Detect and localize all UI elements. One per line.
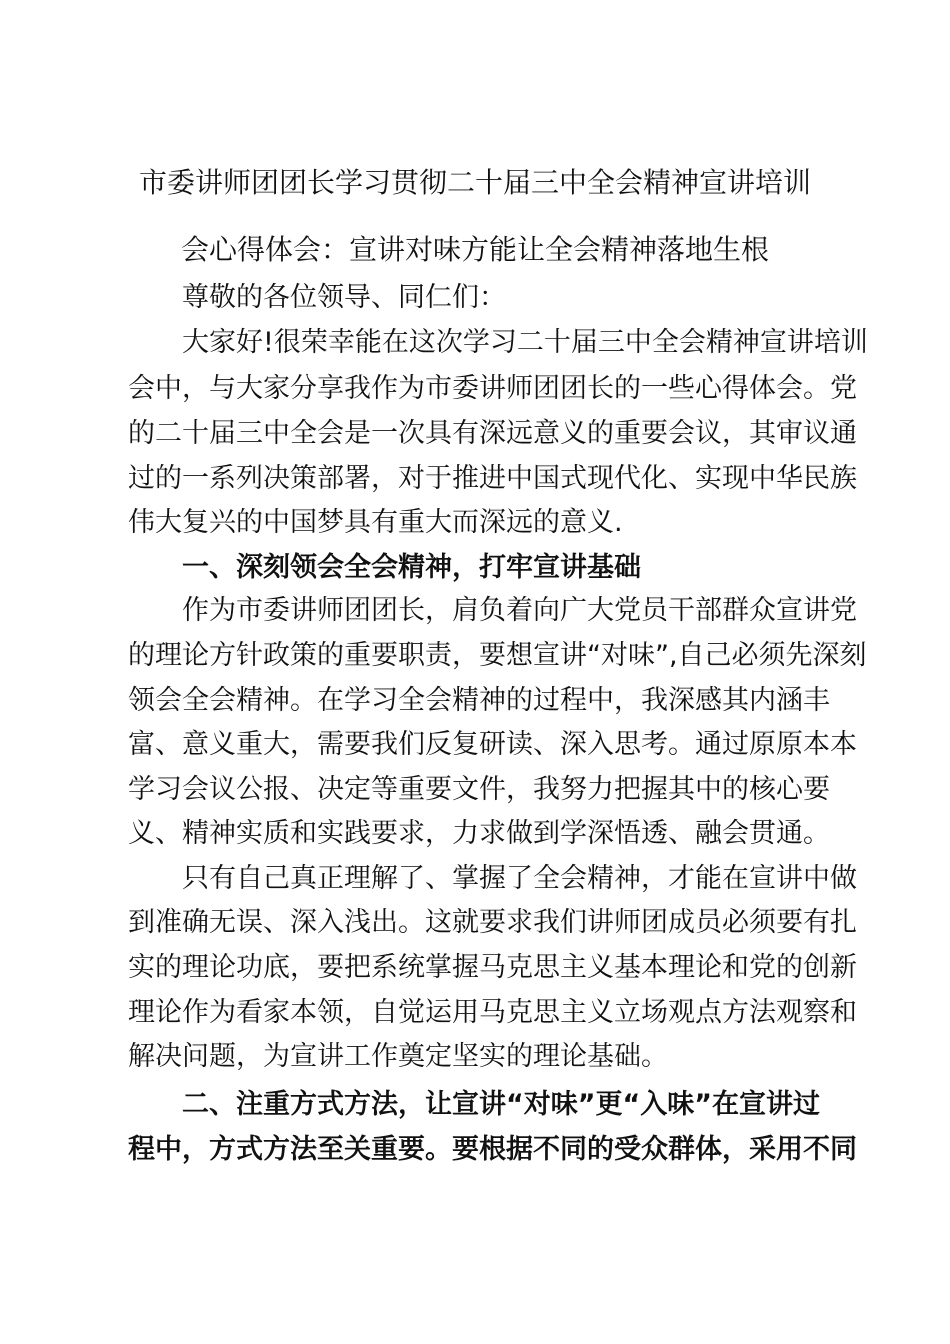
paragraph-3-line-2: 到准确无误、深入浅出。这就要求我们讲师团成员必须要有扎 (128, 907, 857, 938)
paragraph-3-line-1: 只有自己真正理解了、掌握了全会精神，才能在宣讲中做 (182, 863, 857, 894)
paragraph-3-line-4: 理论作为看家本领，自觉运用马克思主义立场观点方法观察和 (128, 997, 857, 1028)
document-title-line-2: 会心得体会：宣讲对味方能让全会精神落地生根 (180, 233, 769, 266)
paragraph-1-line-4: 过的一系列决策部署，对于推进中国式现代化、实现中华民族 (128, 463, 857, 494)
paragraph-3-line-5: 解决问题，为宣讲工作奠定坚实的理论基础。 (128, 1041, 668, 1072)
paragraph-2-line-3: 领会全会精神。在学习全会精神的过程中，我深感其内涵丰 (128, 685, 830, 716)
paragraph-1-line-3: 的二十届三中全会是一次具有深远意义的重要会议，其审议通 (128, 418, 857, 449)
paragraph-1-line-1: 大家好!很荣幸能在这次学习二十届三中全会精神宣讲培训 (182, 327, 868, 358)
greeting: 尊敬的各位领导、同仁们： (182, 282, 506, 313)
paragraph-2-line-1: 作为市委讲师团团长，肩负着向广大党员干部群众宣讲党 (182, 595, 857, 626)
section-heading-1: 一、深刻领会全会精神，打牢宣讲基础 (182, 552, 641, 583)
paragraph-3-line-3: 实的理论功底，要把系统掌握马克思主义基本理论和党的创新 (128, 952, 857, 983)
paragraph-2-line-4: 富、意义重大，需要我们反复研读、深入思考。通过原原本本 (128, 729, 857, 760)
document-title-line-1: 市委讲师团团长学习贯彻二十届三中全会精神宣讲培训 (138, 166, 811, 199)
section-heading-2-line-1: 二、注重方式方法，让宣讲“对味”更“入味”在宣讲过 (182, 1089, 820, 1120)
paragraph-2-line-5: 学习会议公报、决定等重要文件，我努力把握其中的核心要 (128, 774, 830, 805)
paragraph-1-line-5: 伟大复兴的中国梦具有重大而深远的意义. (128, 507, 623, 538)
section-heading-2-line-2: 程中，方式方法至关重要。要根据不同的受众群体，采用不同 (128, 1134, 857, 1165)
paragraph-2-line-2: 的理论方针政策的重要职责，要想宣讲“对味”,自己必须先深刻 (128, 640, 867, 671)
paragraph-1-line-2: 会中，与大家分享我作为市委讲师团团长的一些心得体会。党 (128, 373, 857, 404)
paragraph-2-line-6: 义、精神实质和实践要求，力求做到学深悟透、融会贯通。 (128, 818, 830, 849)
